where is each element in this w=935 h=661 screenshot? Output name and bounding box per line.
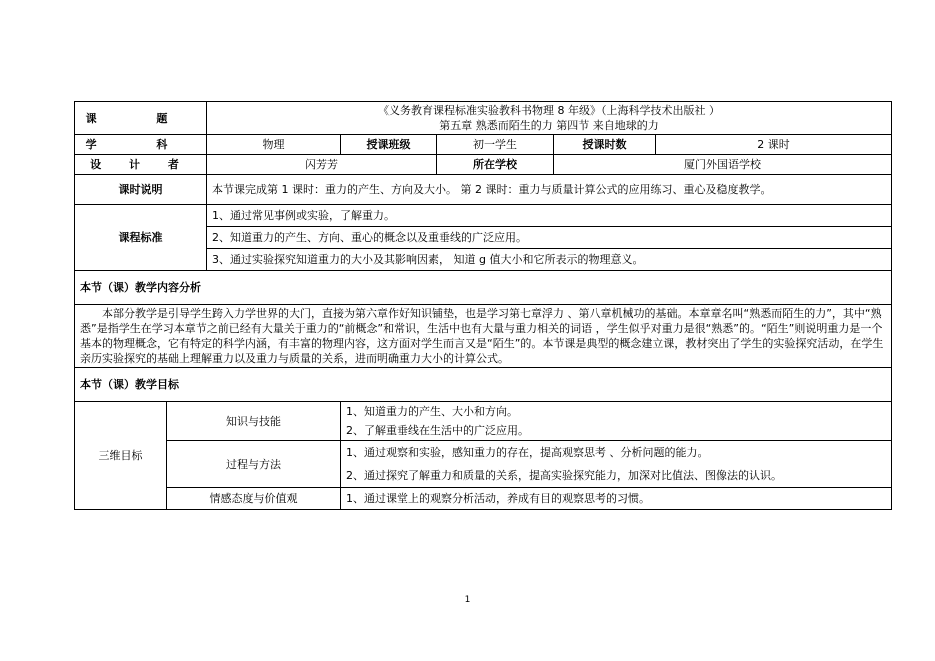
analysis-text: 本部分教学是引导学生跨入力学世界的大门，直接为第六章作好知识铺垫，也是学习第七章浮力 、第八章机械功的基础。本章章名叫“熟悉而陌生的力”，其中“熟悉”是指学生在学习本章节之前已经有大量关于重力的“前概念”和常识，生活中也有大量与重力相关的词语 ，学生似乎对重力是很“熟悉”的。“陌生”则说明重力是一个基本的物理概念，它有特定的科学内涵，有丰富的物理内容，这方面对学生而言又是“陌生”的。本节课是典型的概念建立课，教材突出了学生的实验探究活动，在学生亲历实验探究的基础上理解重力以及重力与质量的关系，进而明确重力大小的计算公式。 — [75, 305, 892, 368]
standards-list — [207, 205, 892, 271]
page-number: 1 — [464, 595, 471, 605]
process-item: 2、通过探究了解重力和质量的关系，提高实验探究能力，加深对比值法、图像法的认识。 — [346, 469, 782, 482]
analysis-heading: 本节（课）教学内容分析 — [75, 271, 892, 305]
lesson-note-text: 本节课完成第 1 课时：重力的产生、方向及大小。 第 2 课时：重力与质量计算公式的应用练习、重心及稳度教学。 — [207, 175, 892, 205]
hours-label: 授课时数 — [554, 135, 656, 155]
process-list — [341, 441, 892, 488]
process-item: 1、通过观察和实验，感知重力的存在，提高观察思考 、分析问题的能力。 — [346, 446, 709, 459]
knowledge-list — [341, 402, 892, 441]
topic-line2: 第五章 熟悉而陌生的力 第四节 来自地球的力 — [439, 119, 659, 132]
school-label: 所在学校 — [437, 155, 554, 175]
standards-item: 2、知道重力的产生、方向、重心的概念以及重垂线的广泛应用。 — [207, 226, 891, 248]
lesson-plan-table — [74, 101, 892, 510]
standards-label: 课程标准 — [75, 205, 207, 271]
class-label: 授课班级 — [341, 135, 437, 155]
emotion-item: 1、通过课堂上的观察分析活动，养成有目的观察思考的习惯。 — [341, 488, 892, 510]
hours-value: 2 课时 — [656, 135, 892, 155]
knowledge-label: 知识与技能 — [167, 402, 341, 441]
class-value: 初一学生 — [437, 135, 554, 155]
knowledge-item: 1、知道重力的产生、大小和方向。 — [346, 405, 518, 418]
process-label: 过程与方法 — [167, 441, 341, 488]
topic-line1: 《义务教育课程标准实验教科书物理 8 年级》（上海科学技术出版社 ） — [378, 104, 721, 117]
topic-value — [207, 102, 892, 135]
knowledge-item: 2、了解重垂线在生活中的广泛应用。 — [346, 424, 529, 437]
designer-value: 闪芳芳 — [207, 155, 437, 175]
designer-label: 设 计 者 — [75, 155, 207, 175]
emotion-label: 情感态度与价值观 — [167, 488, 341, 510]
topic-label: 课 题 — [75, 102, 207, 135]
standards-item: 3、通过实验探究知道重力的大小及其影响因素， 知道 g 值大小和它所表示的物理意义。 — [207, 248, 891, 270]
goals-label: 三维目标 — [75, 402, 167, 510]
lesson-note-label: 课时说明 — [75, 175, 207, 205]
goals-heading: 本节（课）教学目标 — [75, 368, 892, 402]
subject-value: 物理 — [207, 135, 341, 155]
subject-label: 学 科 — [75, 135, 207, 155]
standards-item: 1、通过常见事例或实验，了解重力。 — [212, 209, 395, 222]
school-value: 厦门外国语学校 — [554, 155, 892, 175]
